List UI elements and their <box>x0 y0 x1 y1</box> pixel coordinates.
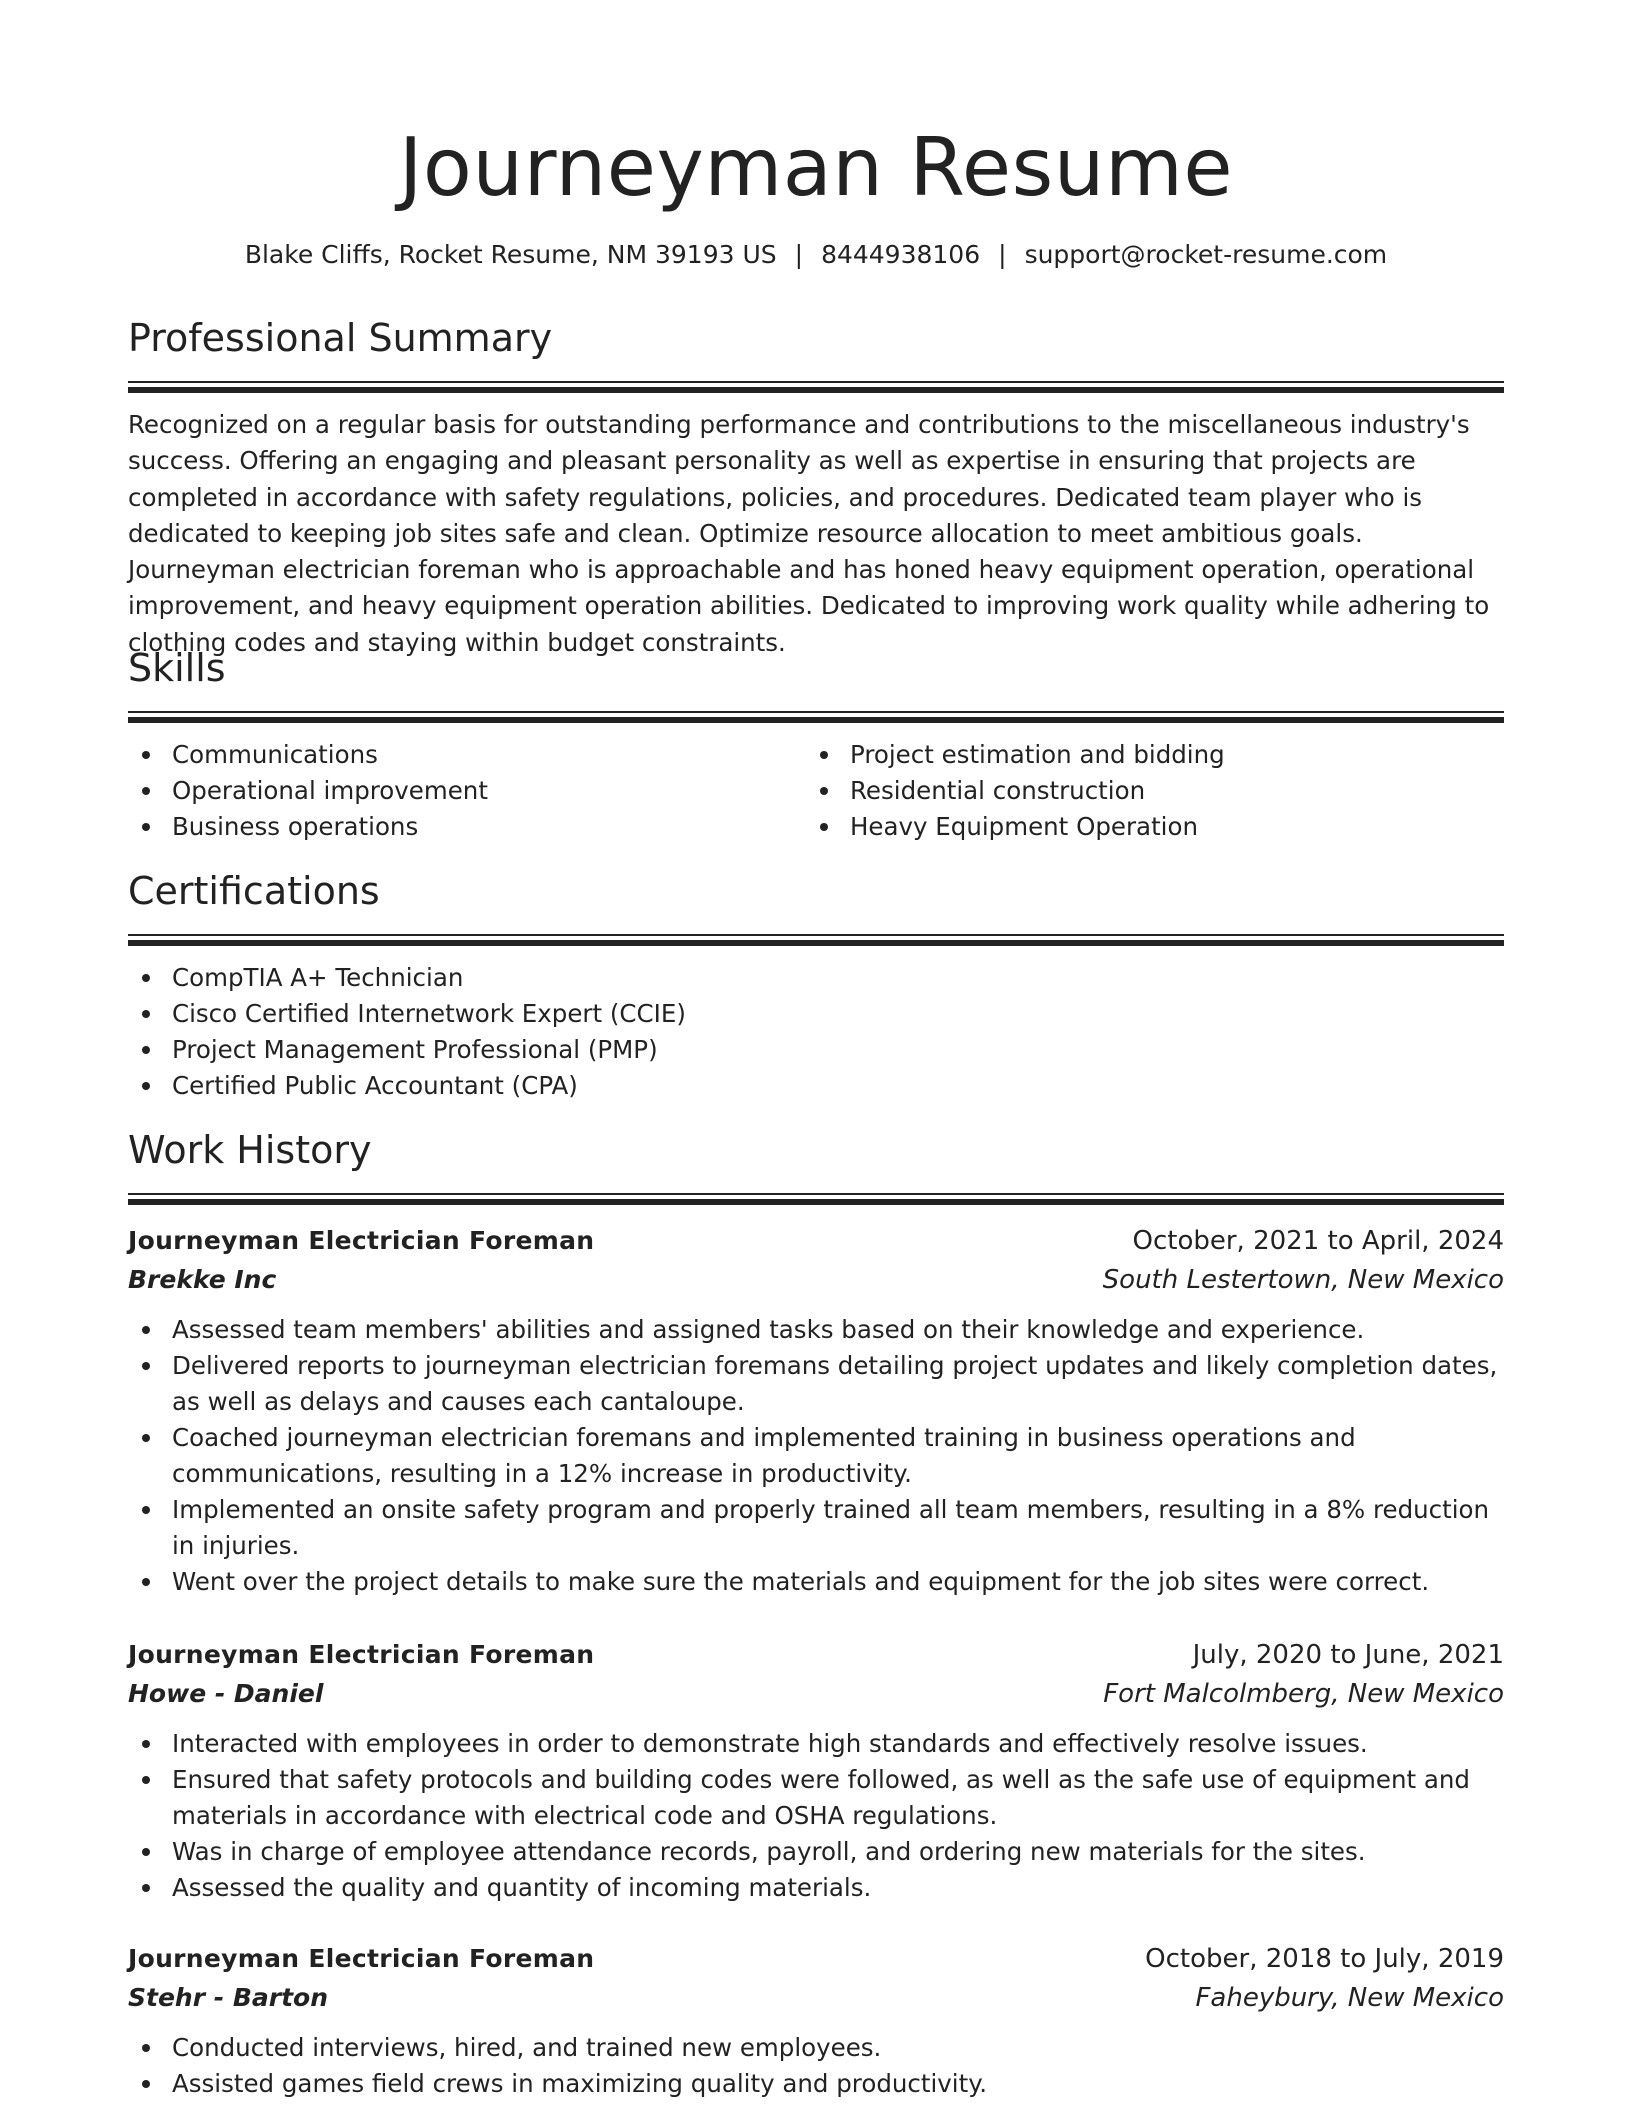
job-entry <box>128 1636 1504 1906</box>
job-bullet: Ensured that safety protocols and building codes were followed, as well as the safe use of equipment and materials in accordance with electrical code and OSHA regulations. <box>128 1762 1504 1834</box>
section-divider <box>128 381 1504 393</box>
certifications-list <box>128 960 1504 1104</box>
job-bullet: Conducted interviews, hired, and trained new employees. <box>128 2030 1504 2066</box>
skill-item: Residential construction <box>806 773 1484 809</box>
job-company: Howe - Daniel <box>128 1679 324 1708</box>
job-dates: October, 2018 to July, 2019 <box>1145 1944 1504 1974</box>
certification-item: Certified Public Accountant (CPA) <box>128 1068 1504 1104</box>
job-subheader <box>128 1260 1504 1300</box>
certifications-section <box>128 866 1504 1104</box>
job-entry <box>128 1222 1504 1600</box>
contact-separator: | <box>794 240 804 269</box>
job-bullets <box>128 1726 1504 1906</box>
job-bullet: Coached journeyman electrician foremans and implemented training in business operations and communications, resulting in a 12% increase in productivity. <box>128 1420 1504 1492</box>
job-subheader <box>128 1978 1504 2018</box>
job-header <box>128 1636 1504 1674</box>
job-bullet: Implemented an onsite safety program and properly trained all team members, resulting in a 8% reduction in injuries. <box>128 1492 1504 1564</box>
section-divider <box>128 934 1504 946</box>
job-dates: October, 2021 to April, 2024 <box>1132 1226 1504 1256</box>
work-history-section <box>128 1125 1504 1205</box>
resume-title: Journeyman Resume <box>398 121 1234 214</box>
job-header <box>128 1940 1504 1978</box>
job-dates: July, 2020 to June, 2021 <box>1192 1640 1504 1670</box>
skill-item: Business operations <box>128 809 806 845</box>
section-title-skills: Skills <box>128 646 226 690</box>
job-bullet: Assessed team members' abilities and assigned tasks based on their knowledge and experience. <box>128 1312 1504 1348</box>
job-bullets <box>128 1312 1504 1600</box>
job-location: Faheybury, New Mexico <box>1195 1983 1504 2013</box>
job-bullet: Assessed the quality and quantity of incoming materials. <box>128 1870 1504 1906</box>
contact-line <box>128 238 1504 272</box>
job-company: Stehr - Barton <box>128 1983 328 2012</box>
job-location: Fort Malcolmberg, New Mexico <box>1103 1679 1504 1709</box>
summary-text: Recognized on a regular basis for outstanding performance and contributions to the miscellaneous industry's success. Offering an engaging and pleasant personality as well as expertise in ensuring that projects are completed in accordance with safety regulations, policies, and procedures. Dedicated team player who is dedicated to keeping job sites safe and clean. Optimize resource allocation to meet ambitious goals. Journeyman electrician foreman who is approachable and has honed heavy equipment operation, operational improvement, and heavy equipment operation abilities. Dedicated to improving work quality while adhering to clothing codes and staying within budget constraints. <box>128 410 1490 657</box>
job-bullet: Delivered reports to journeyman electrician foremans detailing project updates and likely completion dates, as well as delays and causes each cantaloupe. <box>128 1348 1504 1420</box>
contact-address: Blake Cliffs, Rocket Resume, NM 39193 US <box>244 240 777 269</box>
section-title-certifications: Certifications <box>128 869 380 913</box>
job-header <box>128 1222 1504 1260</box>
certification-item: Project Management Professional (PMP) <box>128 1032 1504 1068</box>
skill-item: Heavy Equipment Operation <box>806 809 1484 845</box>
contact-phone: 8444938106 <box>821 240 981 269</box>
contact-email: support@rocket-resume.com <box>1024 240 1388 269</box>
section-title-work-history: Work History <box>128 1128 372 1172</box>
job-title: Journeyman Electrician Foreman <box>128 1226 595 1255</box>
job-subheader <box>128 1674 1504 1714</box>
skill-item: Communications <box>128 737 806 773</box>
job-title: Journeyman Electrician Foreman <box>128 1944 595 1973</box>
job-bullet: Went over the project details to make sure the materials and equipment for the job sites were correct. <box>128 1564 1504 1600</box>
job-bullet: Interacted with employees in order to demonstrate high standards and effectively resolve issues. <box>128 1726 1504 1762</box>
section-title-summary: Professional Summary <box>128 316 553 360</box>
skills-section <box>128 643 1504 845</box>
section-divider <box>128 711 1504 723</box>
summary-section <box>128 313 1504 661</box>
job-bullets <box>128 2030 1504 2102</box>
skill-item: Project estimation and bidding <box>806 737 1484 773</box>
section-divider <box>128 1193 1504 1205</box>
skills-grid <box>128 737 1504 845</box>
job-bullet: Assisted games field crews in maximizing quality and productivity. <box>128 2066 1504 2102</box>
certification-item: Cisco Certified Internetwork Expert (CCIE) <box>128 996 1504 1032</box>
skill-item: Operational improvement <box>128 773 806 809</box>
certification-item: CompTIA A+ Technician <box>128 960 1504 996</box>
contact-separator: | <box>998 240 1007 269</box>
job-company: Brekke Inc <box>128 1265 277 1294</box>
job-entry <box>128 1940 1504 2102</box>
job-location: South Lestertown, New Mexico <box>1102 1265 1504 1295</box>
skills-left-list <box>128 737 806 845</box>
job-title: Journeyman Electrician Foreman <box>128 1640 595 1669</box>
skills-right-list <box>806 737 1484 845</box>
job-bullet: Was in charge of employee attendance records, payroll, and ordering new materials for the sites. <box>128 1834 1504 1870</box>
